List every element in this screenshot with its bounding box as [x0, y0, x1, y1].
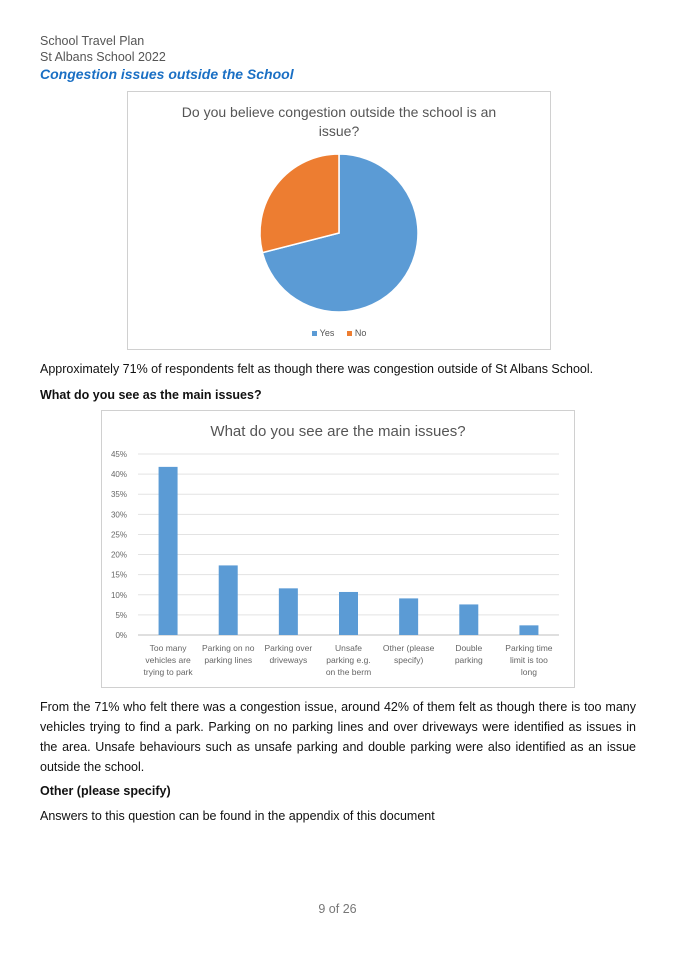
legend-label-no: No [354, 328, 367, 338]
header-subtitle: St Albans School 2022 [40, 50, 166, 64]
y-tick-label: 5% [115, 610, 127, 620]
y-tick-label: 35% [110, 490, 127, 500]
bar [219, 565, 238, 635]
y-tick-label: 30% [110, 510, 127, 520]
y-tick-label: 25% [110, 530, 127, 540]
header-title: School Travel Plan [40, 34, 145, 48]
pie-legend [128, 328, 550, 338]
y-tick-label: 40% [110, 470, 127, 480]
paragraph-appendix: Answers to this question can be found in the appendix of this document [40, 809, 435, 823]
bar [459, 604, 478, 635]
other-heading: Other (please specify) [40, 784, 171, 798]
x-tick-label: long [520, 667, 537, 677]
x-tick-label: driveways [269, 655, 308, 665]
x-tick-label: parking [454, 655, 483, 665]
x-tick-label: vehicles are [145, 655, 191, 665]
y-tick-label: 45% [110, 450, 127, 459]
page-number: 9 of 26 [318, 902, 357, 916]
x-tick-label: parking e.g. [326, 655, 371, 665]
legend-swatch-no [347, 331, 352, 336]
bar-chart [101, 410, 575, 688]
x-tick-label: specify) [393, 655, 424, 665]
question-heading: What do you see as the main issues? [40, 388, 262, 402]
bar [279, 588, 298, 635]
legend-swatch-yes [312, 331, 317, 336]
x-tick-label: Double [455, 643, 483, 653]
legend-item-no [347, 328, 367, 338]
x-tick-label: Unsafe [335, 643, 362, 653]
x-tick-label: on the berm [325, 667, 372, 677]
pie-chart [127, 91, 551, 350]
paragraph-analysis: From the 71% who felt there was a congestion issue, around 42% of them felt as though there is too many vehicles trying to find a park. Parking on no parking lines and over driveways were identified as issues in the area. Unsafe behaviours such as unsafe parking and double parking were also identified as an issue outside the school. [40, 700, 636, 774]
bar-svg [102, 411, 574, 687]
x-tick-label: limit is too [510, 655, 548, 665]
pie-svg [128, 92, 550, 349]
bar [399, 598, 418, 635]
x-tick-label: parking lines [204, 655, 253, 665]
x-tick-label: Too many [149, 643, 187, 653]
y-tick-label: 10% [110, 590, 127, 600]
x-tick-label: Parking time [505, 643, 553, 653]
x-tick-label: Parking over [264, 643, 313, 653]
x-tick-label: trying to park [143, 667, 193, 677]
legend-label-yes: Yes [319, 328, 335, 338]
pie-title-line2: issue? [318, 123, 360, 139]
x-tick-label: Parking on no [201, 643, 255, 653]
bar [519, 625, 538, 635]
paragraph-congestion: Approximately 71% of respondents felt as though there was congestion outside of St Albans School. [40, 362, 594, 376]
y-tick-label: 15% [110, 570, 127, 580]
pie-title-line1: Do you believe congestion outside the school is an [181, 104, 497, 120]
bar-chart-title: What do you see are the main issues? [210, 423, 466, 440]
legend-item-yes [312, 328, 335, 338]
bar [339, 592, 358, 635]
section-title: Congestion issues outside the School [40, 66, 294, 82]
y-tick-label: 20% [110, 550, 127, 560]
bar [159, 467, 178, 635]
x-tick-label: Other (please [382, 643, 435, 653]
y-tick-label: 0% [115, 631, 127, 640]
